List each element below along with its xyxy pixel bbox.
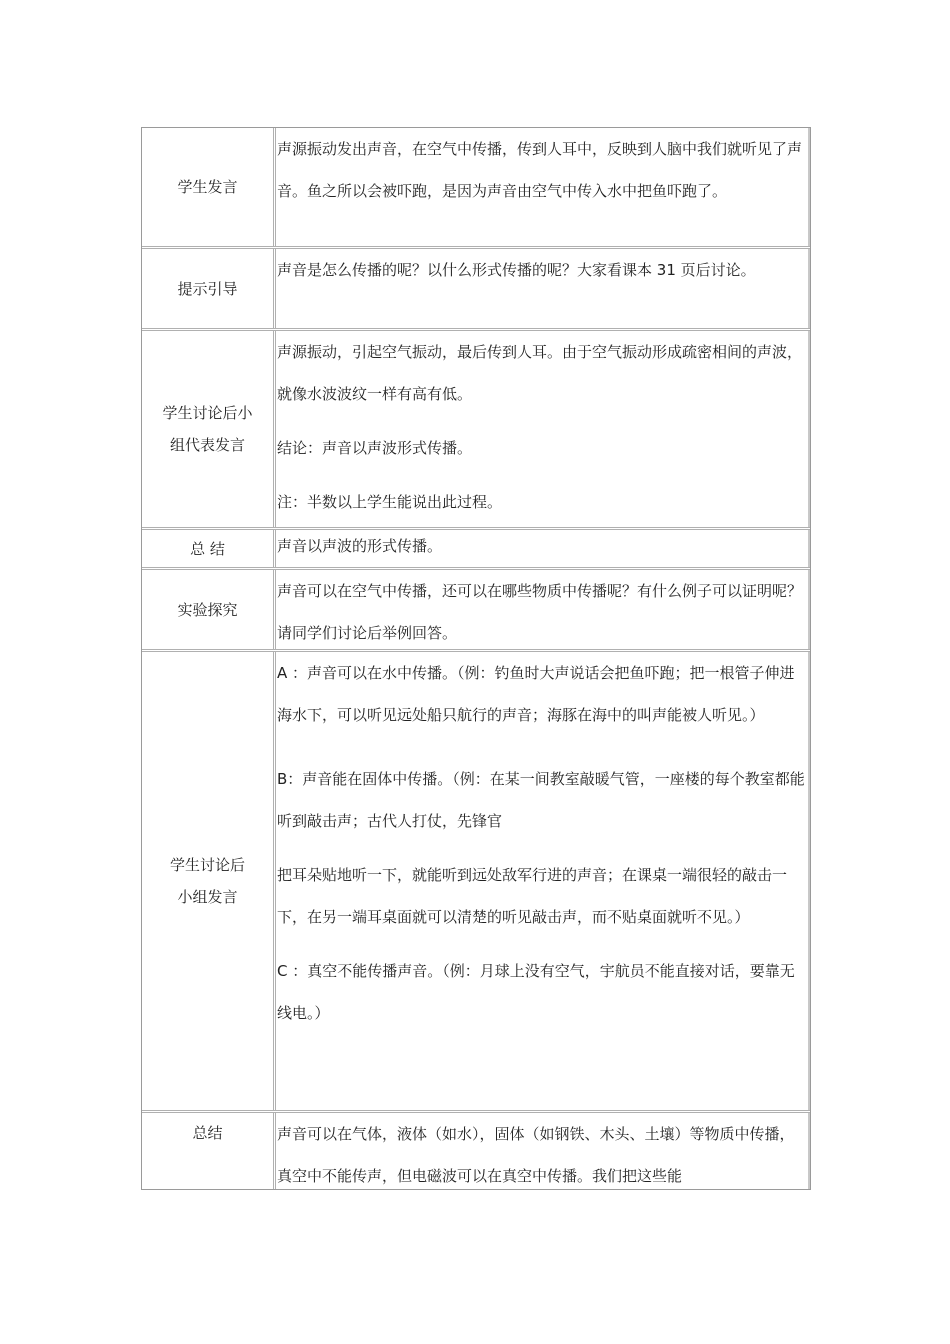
table-row	[142, 527, 810, 567]
table-row	[142, 246, 810, 328]
row-content	[276, 1113, 810, 1189]
content-paragraph: C ：真空不能传播声音。（例：月球上没有空气，宇航员不能直接对话，要靠无线电。）	[277, 962, 795, 1022]
row-label	[142, 652, 276, 1110]
content-paragraph: 把耳朵贴地听一下，就能听到远处敌军行进的声音；在课桌一端很轻的敲击一下，在另一端耳桌面就可以清楚的听见敲击声，而不贴桌面就听不见。）	[277, 866, 788, 926]
row-label: 学生发言	[142, 128, 276, 246]
table-row	[142, 649, 810, 1110]
row-label-line: 小组发言	[177, 888, 238, 906]
row-content	[276, 570, 810, 649]
row-content	[276, 530, 810, 567]
row-label: 总 结	[142, 530, 276, 567]
row-label-line: 学生讨论后小	[162, 404, 253, 422]
row-label-line: 学生讨论后	[169, 856, 245, 874]
table-row	[142, 567, 810, 649]
content-paragraph: 声音可以在空气中传播，还可以在哪些物质中传播呢？有什么例子可以证明呢？请同学们讨论后举例回答。	[277, 582, 803, 642]
content-paragraph: 声源振动发出声音，在空气中传播，传到人耳中，反映到人脑中我们就听见了声音。鱼之所以会被吓跑，是因为声音由空气中传入水中把鱼吓跑了。	[277, 140, 803, 200]
content-paragraph: A ：声音可以在水中传播。（例：钓鱼时大声说话会把鱼吓跑；把一根管子伸进海水下，可以听见远处船只航行的声音；海豚在海中的叫声能被人听见。）	[277, 664, 795, 724]
lesson-table	[141, 127, 811, 1190]
row-content	[276, 249, 810, 328]
row-label-line: 组代表发言	[169, 436, 245, 454]
content-paragraph: 注：半数以上学生能说出此过程。	[277, 493, 503, 511]
content-paragraph: B：声音能在固体中传播。（例：在某一间教室敲暖气管，一座楼的每个教室都能听到敲击声；古代人打仗，先锋官	[277, 770, 805, 830]
content-paragraph: 声源振动，引起空气振动，最后传到人耳。由于空气振动形成疏密相间的声波，就像水波波纹一样有高有低。	[277, 343, 803, 403]
row-content	[276, 652, 810, 1110]
table-row	[142, 328, 810, 527]
table-row	[142, 1110, 810, 1189]
table-row	[142, 128, 810, 246]
content-paragraph: 结论：声音以声波形式传播。	[277, 439, 473, 457]
content-paragraph: 声音可以在气体，液体（如水），固体（如钢铁、木头、土壤）等物质中传播，真空中不能传声，但电磁波可以在真空中传播。我们把这些能	[277, 1125, 795, 1185]
row-content	[276, 128, 810, 246]
content-paragraph: 声音以声波的形式传播。	[277, 537, 443, 555]
content-paragraph: 声音是怎么传播的呢？以什么形式传播的呢？大家看课本 31 页后讨论。	[277, 261, 756, 279]
row-label: 提示引导	[142, 249, 276, 328]
row-content	[276, 331, 810, 527]
row-label: 实验探究	[142, 570, 276, 649]
row-label: 总结	[142, 1113, 276, 1189]
row-label	[142, 331, 276, 527]
